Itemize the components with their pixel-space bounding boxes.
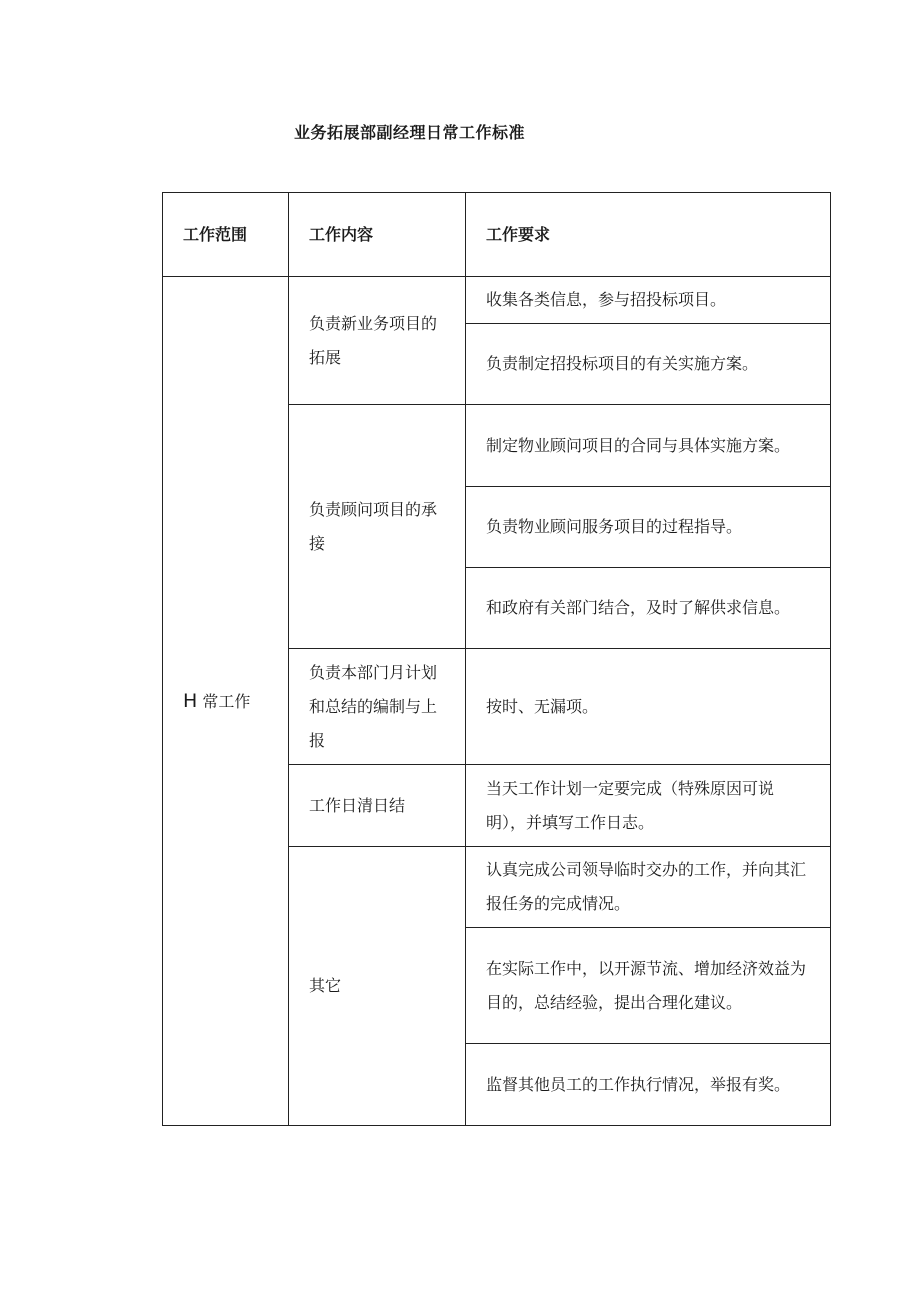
scope-prefix: H: [183, 689, 198, 712]
requirement-cell: 负责物业顾问服务项目的过程指导。: [466, 487, 831, 568]
content-cell: 负责本部门月计划和总结的编制与上报: [289, 649, 466, 765]
scope-cell: [163, 277, 289, 1126]
document-title: 业务拓展部副经理日常工作标准: [294, 123, 526, 142]
requirement-cell: 和政府有关部门结合，及时了解供求信息。: [466, 568, 831, 649]
content-cell: 负责新业务项目的拓展: [289, 277, 466, 405]
content-cell: 其它: [289, 847, 466, 1126]
header-scope: 工作范围: [163, 193, 289, 277]
requirement-cell: 收集各类信息，参与招投标项目。: [466, 277, 831, 324]
content-cell: 负责顾问项目的承接: [289, 405, 466, 649]
requirement-cell: 认真完成公司领导临时交办的工作，并向其汇报任务的完成情况。: [466, 847, 831, 928]
requirement-cell: 负责制定招投标项目的有关实施方案。: [466, 324, 831, 405]
header-content: 工作内容: [289, 193, 466, 277]
content-cell: 工作日清日结: [289, 765, 466, 847]
requirement-cell: 按时、无漏项。: [466, 649, 831, 765]
scope-label: 常工作: [202, 691, 251, 711]
header-row: [163, 193, 831, 277]
requirement-cell: 制定物业顾问项目的合同与具体实施方案。: [466, 405, 831, 487]
requirement-cell: 监督其他员工的工作执行情况，举报有奖。: [466, 1044, 831, 1126]
header-requirement: 工作要求: [466, 193, 831, 277]
table-row: [163, 277, 831, 324]
requirement-cell: 当天工作计划一定要完成（特殊原因可说明），并填写工作日志。: [466, 765, 831, 847]
requirement-cell: 在实际工作中，以开源节流、增加经济效益为目的，总结经验，提出合理化建议。: [466, 928, 831, 1044]
work-standard-table: [162, 192, 831, 1126]
